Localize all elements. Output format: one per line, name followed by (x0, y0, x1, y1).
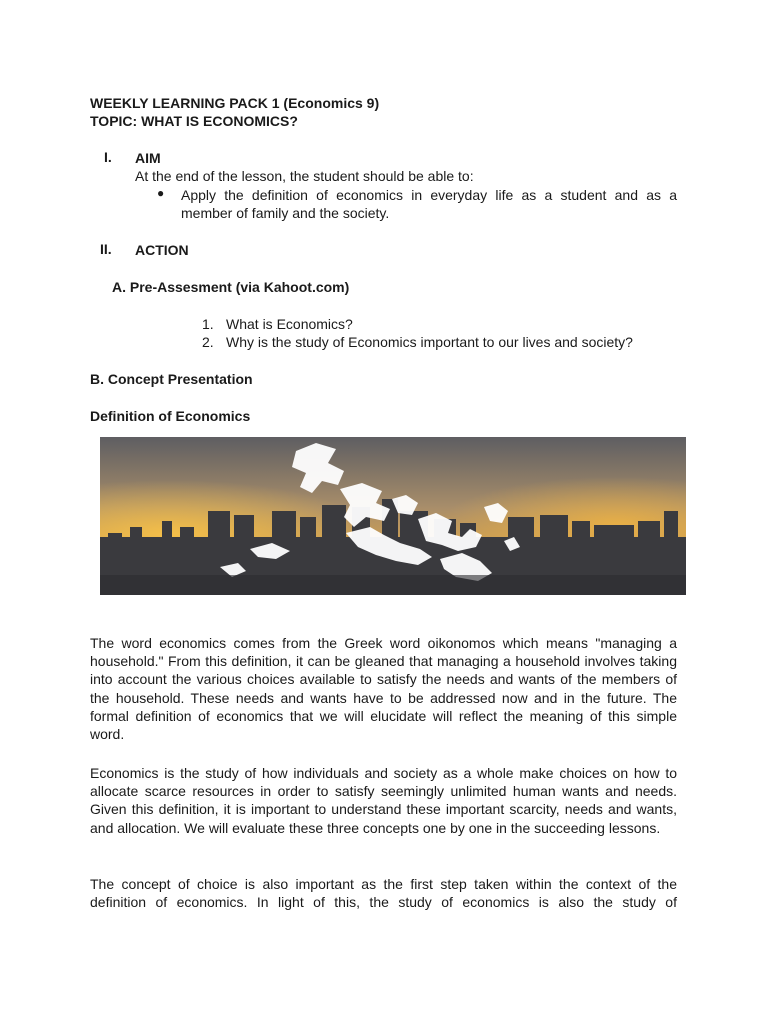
document-title: WEEKLY LEARNING PACK 1 (Economics 9) (90, 95, 380, 111)
question-text: Why is the study of Economics important to our lives and society? (226, 334, 633, 350)
concept-presentation-heading: B. Concept Presentation (90, 371, 253, 387)
question-text: What is Economics? (226, 316, 353, 332)
aim-bullet-line-2: member of family and the society. (181, 205, 390, 221)
pre-assessment-heading: A. Pre-Assesment (via Kahoot.com) (112, 279, 350, 295)
section-numeral-aim: I. (104, 149, 112, 165)
section-numeral-action: II. (100, 241, 112, 257)
topic-heading: TOPIC: WHAT IS ECONOMICS? (90, 113, 298, 129)
section-heading-action: ACTION (135, 242, 189, 258)
aim-intro: At the end of the lesson, the student should be able to: (135, 168, 474, 184)
bullet-icon: ● (157, 186, 165, 200)
paragraph-etymology: The word economics comes from the Greek word oikonomos which means "managing a household." From this definition, it can be gleaned that managing a household involves taking into account the various choices available to satisfy the needs and wants of the members of the household. These needs and wants have to be addressed now and in the future. The formal definition of economics that we will elucidate will reflect the meaning of this simple word. (90, 635, 677, 743)
paragraph-choice: The concept of choice is also important as the first step taken within the context of the definition of economics. In light of this, the study of economics is also the study of (90, 876, 677, 911)
aim-bullet-line-1: Apply the definition of economics in everyday life as a student and as a (181, 187, 677, 203)
city-map-banner-image (100, 437, 686, 595)
paragraph-definition: Economics is the study of how individuals and society as a whole make choices on how to allocate scarce resources in order to satisfy seemingly unlimited human wants and needs. Given this definition, it is important to understand these important scarcity, needs and wants, and allocation. We will evaluate these three concepts one by one in the succeeding lessons. (90, 765, 677, 836)
question-number: 1. (202, 316, 214, 332)
section-heading-aim: AIM (135, 150, 161, 166)
definition-subheading: Definition of Economics (90, 408, 251, 424)
question-number: 2. (202, 334, 214, 350)
